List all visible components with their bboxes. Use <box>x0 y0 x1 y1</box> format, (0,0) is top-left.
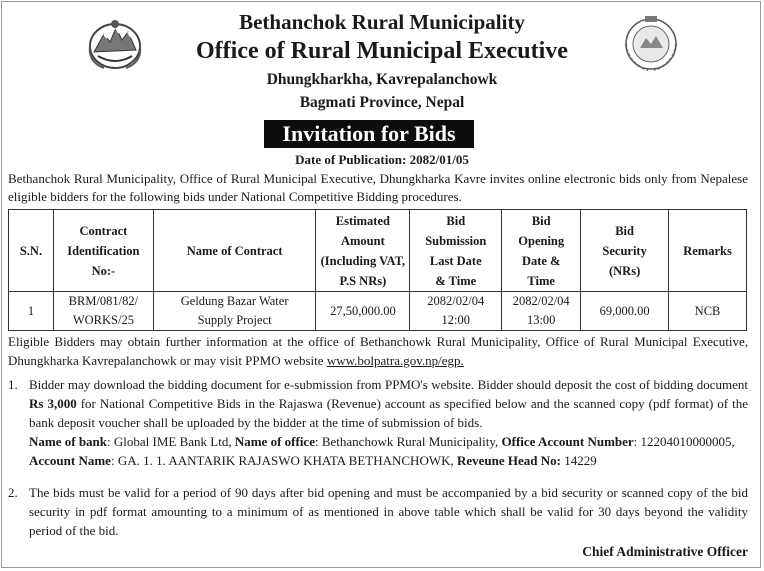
account-name-label: Account Name <box>29 453 111 468</box>
header-remarks: Remarks <box>669 210 747 292</box>
cell-submission: 2082/02/04 12:00 <box>410 292 502 331</box>
province: Bagmati Province, Nepal <box>299 94 465 111</box>
cell-contract-name: Geldung Bazar Water Supply Project <box>153 292 316 331</box>
item-number: 1. <box>8 377 18 392</box>
item-text: The bids must be valid for a period of 90 days after bid opening and must be accompanied by a bid security or scanned copy of the bid security in pdf format amounting to a minimum of as mentioned in above table which shall be valid for 30 days beyond the validity period of the bid. <box>29 485 748 538</box>
table-row <box>9 292 747 331</box>
publication-date: Date of Publication: 2082/01/05 <box>295 152 469 167</box>
municipality-name: Bethanchok Rural Municipality <box>239 10 525 34</box>
signatory: Chief Administrative Officer <box>582 544 748 559</box>
list-item <box>8 375 748 470</box>
item-number: 2. <box>8 485 18 500</box>
cell-contract-id: BRM/081/82/ WORKS/25 <box>53 292 153 331</box>
letterhead <box>0 0 764 122</box>
cell-opening: 2082/02/04 13:00 <box>502 292 581 331</box>
bid-table <box>8 209 747 331</box>
notice-title: Invitation for Bids <box>264 120 474 148</box>
further-info-paragraph: Eligible Bidders may obtain further information at the office of Bethanchowk Rural Municipality, Office of Rural Municipal Executive, Dhungkharka Kavrepalanchowk or may visit PPMO website www.bolpatra.gov.np/egp. <box>8 334 748 368</box>
header-sn: S.N. <box>9 210 54 292</box>
list-item <box>8 483 748 540</box>
header-security: Bid Security (NRs) <box>581 210 669 292</box>
cell-remarks: NCB <box>669 292 747 331</box>
item-text: Bidder may download the bidding document for e-submission from PPMO's website. Bidder should deposit the cost of bidding document Rs 3,000 for National Competitive Bids in the Rajaswa (Revenue) account as specified below and the scanned copy (pdf format) of the bank deposit voucher shall be uploaded by the bidder at the time of submission of bids. Name of bank: Global IME Bank Ltd, Name of office: Bethanchowk Rural Municipality, Office Account Number: 12204010000005, Account Name: GA. 1. 1. AANTARIK RAJASWO KHATA BETHANCHOWK, Reveune Head No: 14229 <box>29 377 748 468</box>
header-estimated-amount: Estimated Amount (Including VAT, P.S NRs) <box>316 210 410 292</box>
header-submission: Bid Submission Last Date & Time <box>410 210 502 292</box>
header-contract-name: Name of Contract <box>153 210 316 292</box>
office-name: Office of Rural Municipal Executive <box>196 38 568 64</box>
ppmo-website-link[interactable]: www.bolpatra.gov.np/egp. <box>326 352 464 368</box>
revenue-head-label: Reveune Head No: <box>457 453 561 468</box>
bank-label: Name of bank <box>29 434 108 449</box>
account-number-label: Office Account Number <box>501 434 634 449</box>
header-contract-id: Contract Identification No:- <box>53 210 153 292</box>
intro-paragraph: Bethanchok Rural Municipality, Office of Rural Municipal Executive, Dhungkharka Kavre invites online electronic bids only from Nepalese eligible bidders for the following bids under National Competitive Bidding procedures. <box>8 171 748 204</box>
table-header-row <box>9 210 747 292</box>
cell-sn: 1 <box>9 292 54 331</box>
office-label: Name of office <box>234 434 315 449</box>
office-address: Dhungkharkha, Kavrepalanchowk <box>266 71 498 88</box>
cell-security: 69,000.00 <box>581 292 669 331</box>
cell-amount: 27,50,000.00 <box>316 292 410 331</box>
header-opening: Bid Opening Date & Time <box>502 210 581 292</box>
